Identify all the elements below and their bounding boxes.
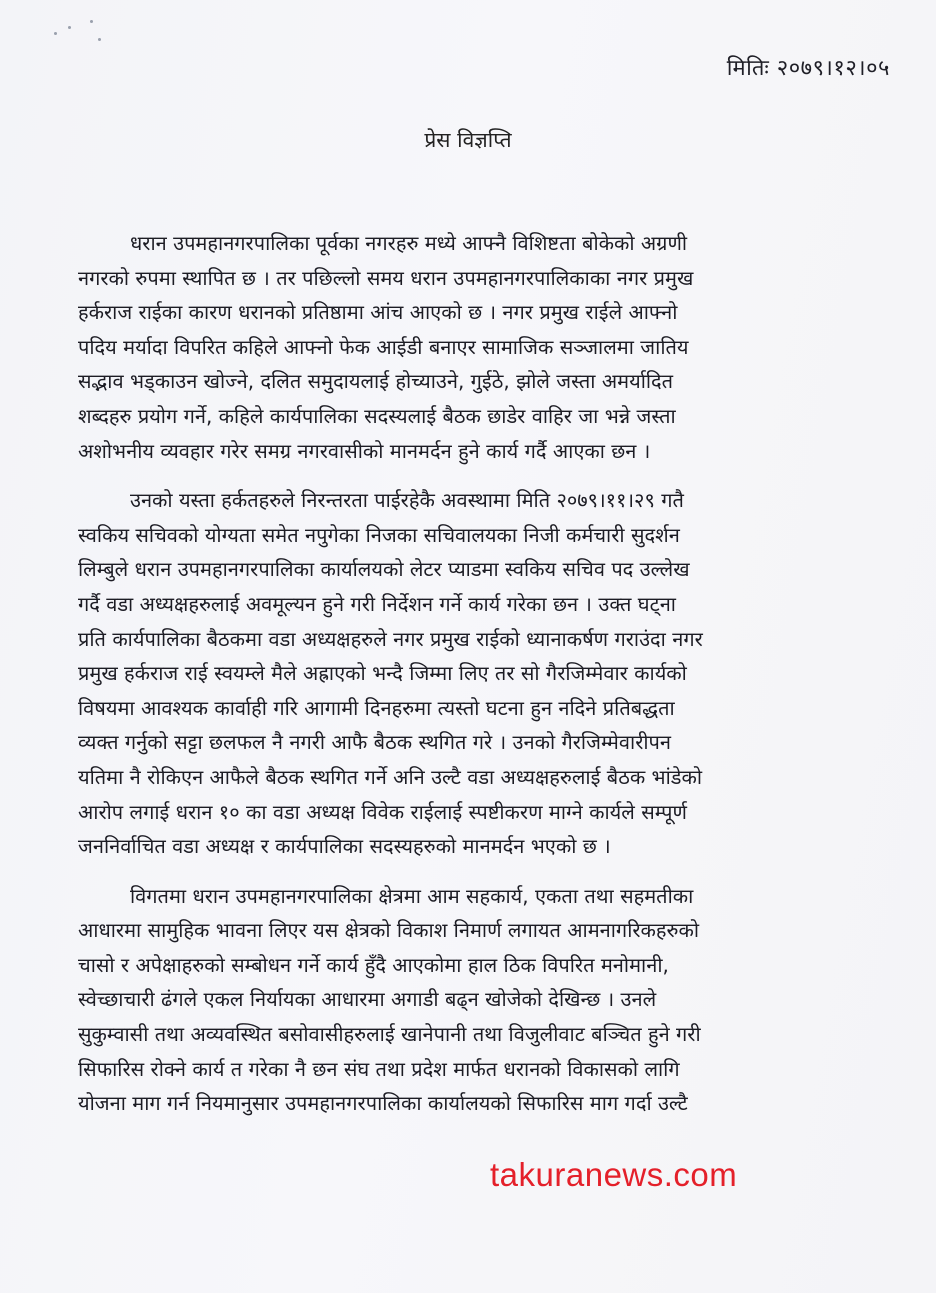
text-line: आरोप लगाई धरान १० का वडा अध्यक्ष विवेक राईलाई स्पष्टीकरण माग्ने कार्यले सम्पूर्ण [78,799,687,824]
text-line: विषयमा आवश्यक कार्वाही गरि आगामी दिनहरुमा त्यस्तो घटना हुन नदिने प्रतिबद्धता [78,695,675,720]
document-title: प्रेस विज्ञप्ति [424,128,512,152]
text-line: स्वेच्छाचारी ढंगले एकल निर्यायका आधारमा अगाडी बढ्न खोजेको देखिन्छ । उनले [78,987,657,1012]
text-line: पदिय मर्यादा विपरित कहिले आफ्नो फेक आईडी बनाएर सामाजिक सञ्जालमा जातिय [78,334,689,359]
text-line: प्रति कार्यपालिका बैठकमा वडा अध्यक्षहरुले नगर प्रमुख राईको ध्यानाकर्षण गराउंदा नगर [78,626,703,651]
text-line: गर्दै वडा अध्यक्षहरुलाई अवमूल्यन हुने गरी निर्देशन गर्ने कार्य गरेका छन । उक्त घट्ना [78,591,676,616]
text-line: स्वकिय सचिवको योग्यता समेत नपुगेका निजका सचिवालयका निजी कर्मचारी सुदर्शन [78,522,680,547]
text-line: जननिर्वाचित वडा अध्यक्ष र कार्यपालिका सदस्यहरुको मानमर्दन भएको छ । [78,834,611,859]
paragraph-1 [78,226,896,468]
text-line: यतिमा नै रोकिएन आफैले बैठक स्थगित गर्ने अनि उल्टै वडा अध्यक्षहरुलाई बैठक भांडेको [78,764,703,789]
text-line: सुकुम्वासी तथा अव्यवस्थित बसोवासीहरुलाई खानेपानी तथा विजुलीवाट बञ्चित हुने गरी [78,1022,701,1047]
text-line: व्यक्त गर्नुको सट्टा छलफल नै नगरी आफै बैठक स्थगित गरे । उनको गैरजिम्मेवारीपन [78,730,672,755]
text-line: हर्कराज राईका कारण धरानको प्रतिष्ठामा आंच आएको छ । नगर प्रमुख राईले आफ्नो [78,300,678,325]
text-line: अशोभनीय व्यवहार गरेर समग्र नगरवासीको मानमर्दन हुने कार्य गर्दै आएका छन । [78,438,651,463]
document-body [78,226,896,1136]
paper-specks [50,18,120,48]
paragraph-3 [78,879,896,1121]
text-line: योजना माग गर्न नियमानुसार उपमहानगरपालिका कार्यालयको सिफारिस माग गर्दा उल्टै [78,1091,688,1116]
text-line: चासो र अपेक्षाहरुको सम्बोधन गर्ने कार्य हुँदै आएकोमा हाल ठिक विपरित मनोमानी, [78,952,669,977]
text-line: प्रमुख हर्कराज राई स्वयम्ले मैले अह्राएको भन्दै जिम्मा लिए तर सो गैरजिम्मेवार कार्यको [78,661,687,686]
text-line: लिम्बुले धरान उपमहानगरपालिका कार्यालयको लेटर प्याडमा स्वकिय सचिव पद उल्लेख [78,557,690,582]
text-line: विगतमा धरान उपमहानगरपालिका क्षेत्रमा आम सहकार्य, एकता तथा सहमतीका [130,883,694,908]
text-line: आधारमा सामुहिक भावना लिएर यस क्षेत्रको विकाश निमार्ण लगायत आमनागरिकहरुको [78,918,700,943]
text-line: शब्दहरु प्रयोग गर्ने, कहिले कार्यपालिका सदस्यलाई बैठक छाडेर वाहिर जा भन्ने जस्ता [78,403,676,428]
text-line: धरान उपमहानगरपालिका पूर्वका नगरहरु मध्ये आफ्नै विशिष्टता बोकेको अग्रणी [130,231,688,255]
text-line: सिफारिस रोक्ने कार्य त गरेका नै छन संघ तथा प्रदेश मार्फत धरानको विकासको लागि [78,1056,680,1081]
text-line: सद्भाव भड्काउन खोज्ने, दलित समुदायलाई होच्याउने, गुईठे, झोले जस्ता अमर्यादित [78,369,674,394]
paragraph-2 [78,483,896,864]
document-date: मितिः २०७९।१२।०५ [726,56,890,81]
text-line: नगरको रुपमा स्थापित छ । तर पछिल्लो समय धरान उपमहानगरपालिकाका नगर प्रमुख [78,265,694,290]
text-line: उनको यस्ता हर्कतहरुले निरन्तरता पाईरहेकै अवस्थामा मिति २०७९।११।२९ गतै [130,488,684,513]
site-watermark: takuranews.com [490,1156,738,1193]
